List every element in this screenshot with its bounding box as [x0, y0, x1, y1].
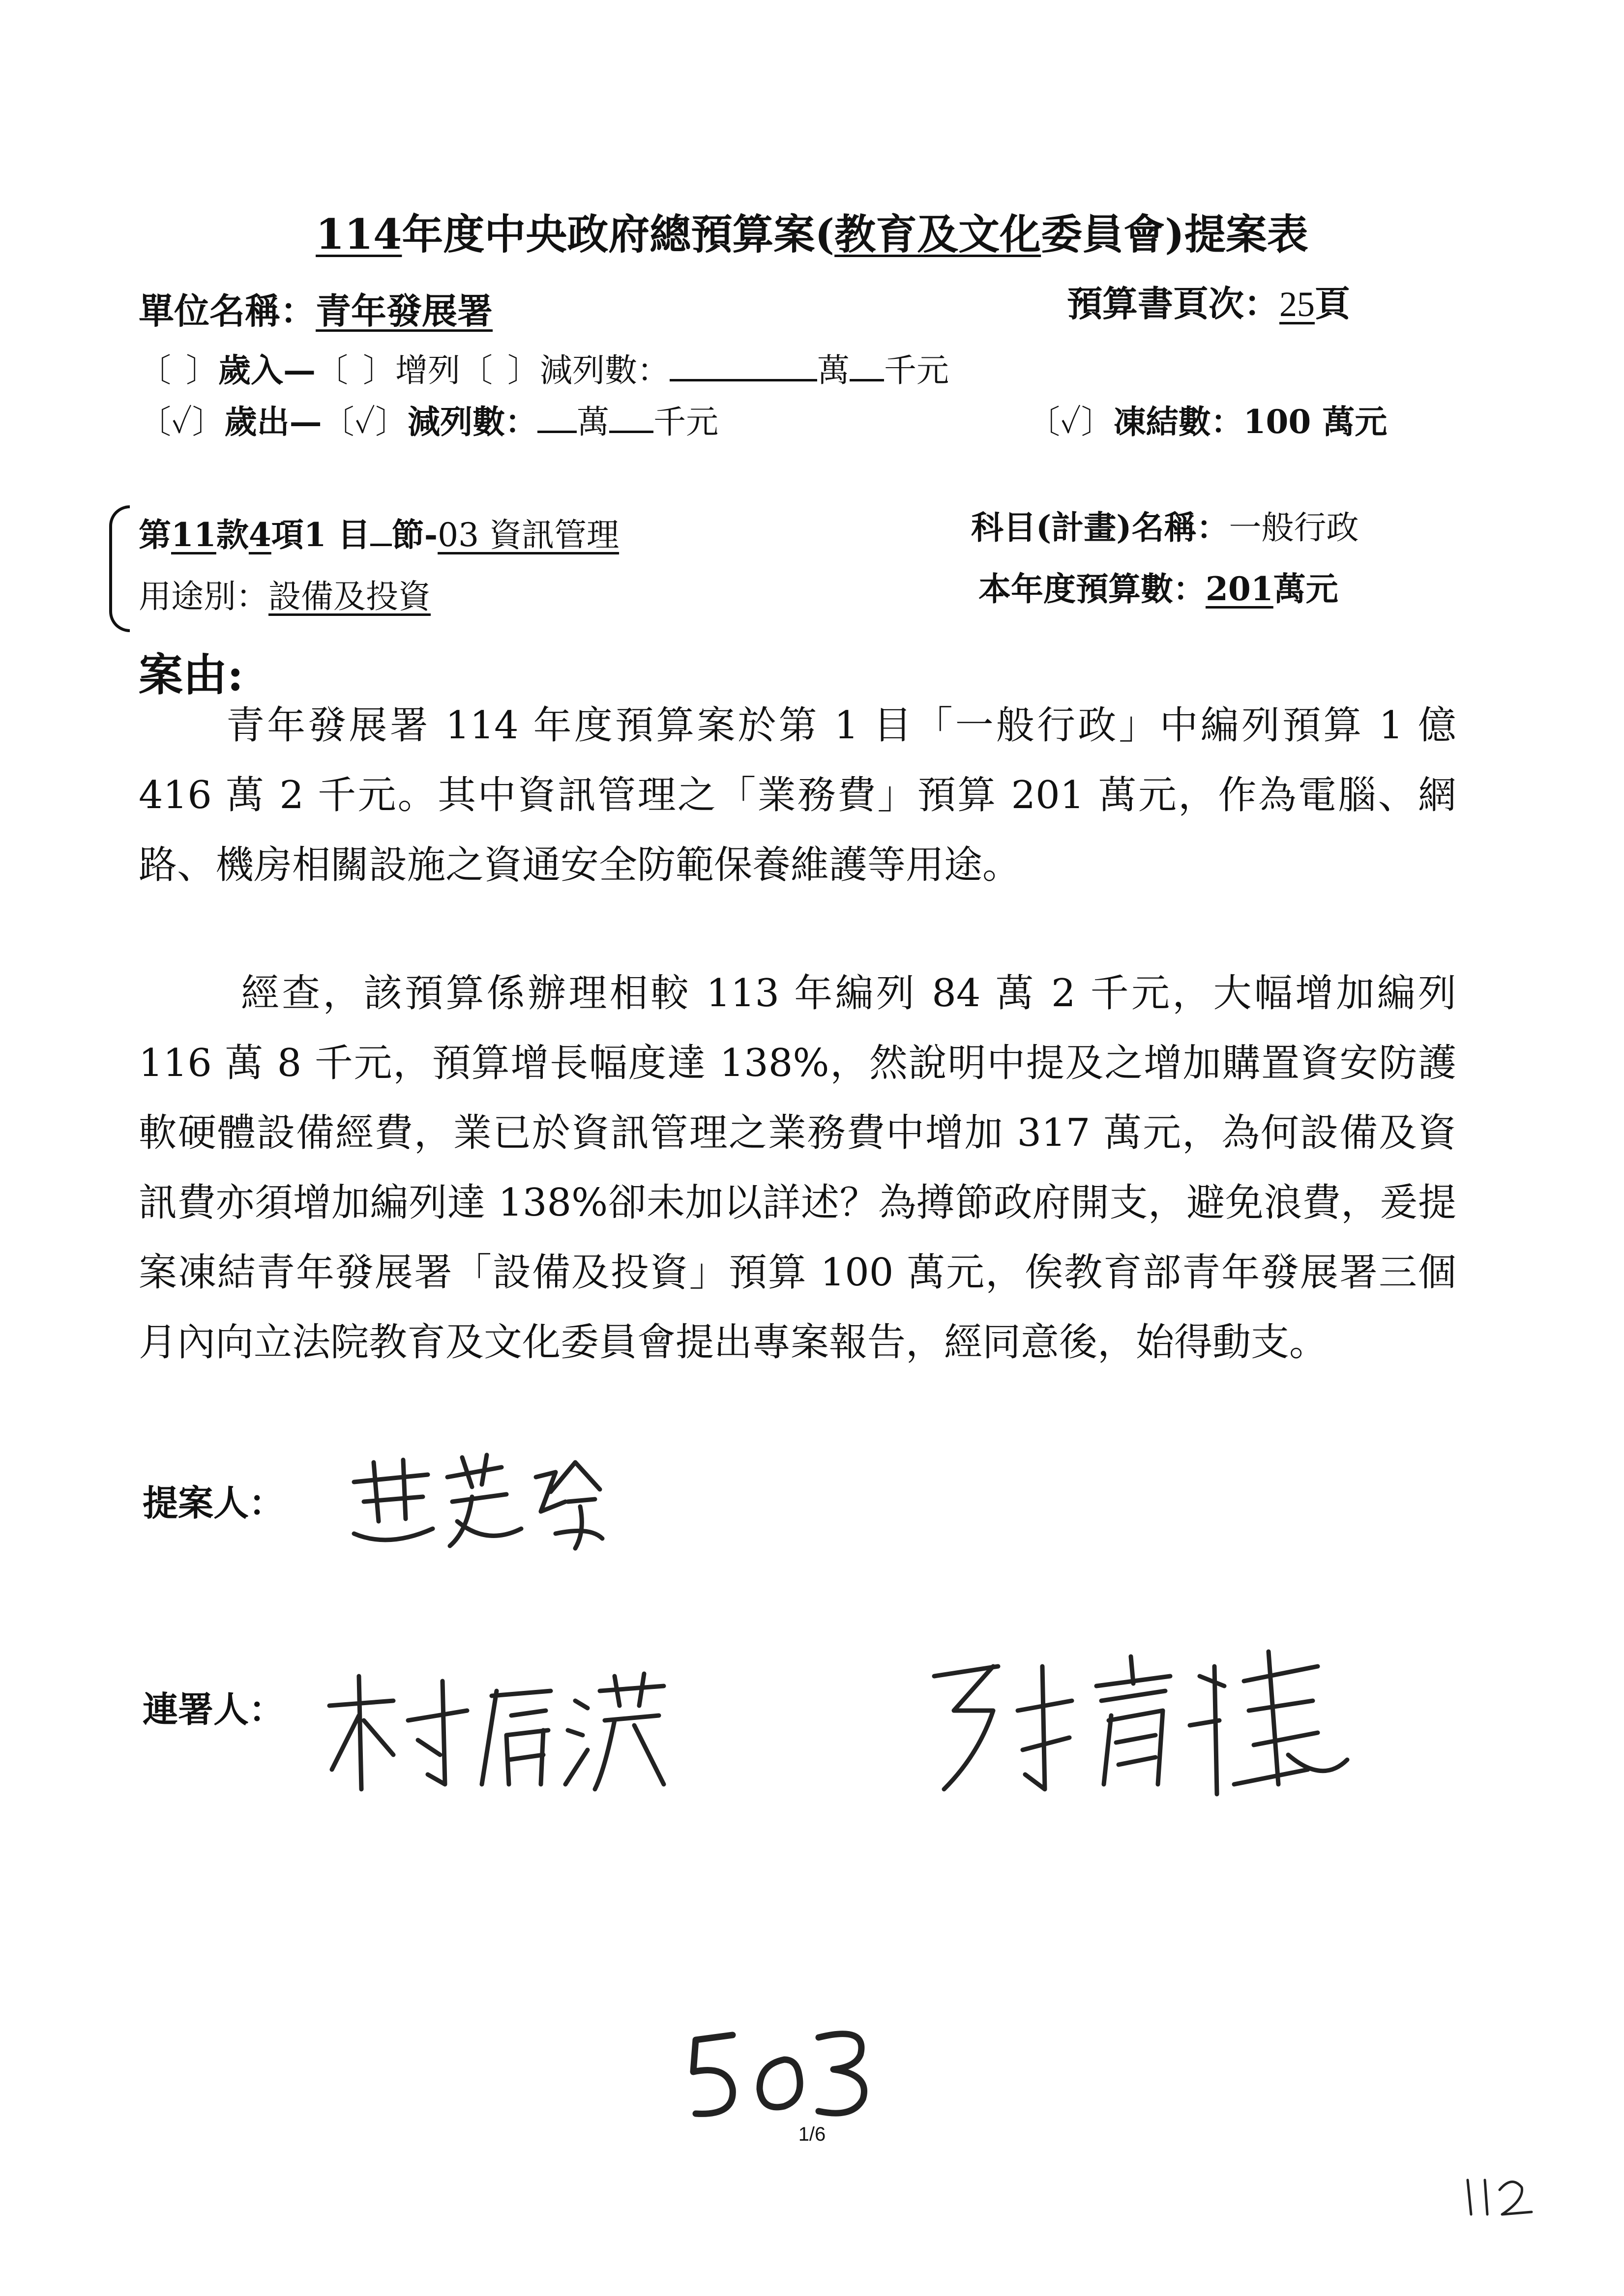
freeze-label: 凍結數：: [1113, 403, 1243, 441]
bracket-open: 〔: [1028, 403, 1060, 441]
annual-budget-suffix: 萬元: [1273, 570, 1338, 608]
reason-paragraph-2: 經查，該預算係辦理相較 113 年編列 84 萬 2 千元，大幅增加編列 116 萬 8 千元，預算增長幅度達 138%，然說明中提及之增加購置資安防護軟硬體設備經費，業已於資訊管理之業務費中增加 317 萬元，為何設備及資訊費亦須增加編列達 138%卻未加以詳述？為撙節政府開支，避免浪費，爰提案凍結青年發展署「設備及投資」預算 100 萬元，俟教育部青年發展署三個月內向立法院教育及文化委員會提出專案報告，經同意後，始得動支。: [139, 971, 1456, 1365]
purpose-row: [139, 570, 431, 617]
proposer-label: 提案人：: [143, 1482, 285, 1524]
bracket-close: 〕: [1081, 403, 1114, 441]
bracket-open: 〔: [460, 351, 493, 389]
reason-paragraph-1: 青年發展署 114 年度預算案於第 1 目「一般行政」中編列預算 1 億 416 萬 2 千元。其中資訊管理之「業務費」預算 201 萬元，作為電腦、網路、機房相關設施之資通安全防範保養維護等用途。: [139, 703, 1456, 887]
annual-budget-row: [978, 563, 1338, 610]
expenditure-label: 歲出—: [224, 403, 322, 441]
unit-name-row: [139, 283, 493, 334]
handwritten-corner-number: [1460, 2173, 1539, 2222]
expenditure-row: [139, 396, 718, 442]
freeze-row: [1028, 396, 1387, 442]
expenditure-qian-blank: [609, 431, 653, 433]
page-indicator: 1/6: [798, 2123, 826, 2145]
jie-blank: [370, 544, 392, 546]
expenditure-unit-wan: 萬: [577, 403, 610, 441]
bracket-close: 〕: [363, 351, 395, 389]
revenue-row: [139, 344, 949, 391]
document-title: [0, 202, 1624, 261]
purpose-label: 用途別：: [139, 578, 268, 615]
expenditure-wan-blank: [537, 431, 577, 433]
cosigner-signature-2: [924, 1637, 1357, 1804]
revenue-increase-label: 增列: [395, 351, 460, 389]
budget-page-row: [1067, 275, 1350, 326]
subject-value: 一般行政: [1229, 509, 1359, 547]
unit-label: 單位名稱：: [139, 290, 316, 332]
unit-value: 青年發展署: [316, 290, 493, 332]
cosigner-label: 連署人：: [143, 1688, 285, 1730]
revenue-wan-blank: [670, 379, 817, 381]
revenue-qian-blank: [850, 379, 884, 381]
check-mark: ✓: [354, 403, 376, 441]
revenue-unit-qian: 千元: [884, 351, 949, 389]
bracket-open: 〔: [139, 351, 171, 389]
check-mark: ✓: [1060, 403, 1081, 441]
reason-heading: 案由:: [139, 649, 244, 701]
proposer-signature: [344, 1448, 610, 1561]
annual-budget-label: 本年度預算數：: [978, 570, 1206, 608]
title-part1: 年度中央政府總預算案(: [402, 210, 835, 259]
bracket-open: 〔: [139, 403, 171, 441]
freeze-value: 100 萬元: [1243, 403, 1388, 441]
revenue-unit-wan: 萬: [817, 351, 850, 389]
jie-label: 節-: [391, 516, 438, 554]
budget-page-label: 預算書頁次：: [1067, 283, 1280, 324]
budget-page-suffix: 頁: [1315, 283, 1351, 324]
subject-label: 科目(計畫)名稱：: [971, 508, 1229, 547]
purpose-value: 設備及投資: [268, 578, 431, 615]
kuan-value: 11: [171, 516, 216, 554]
classification-row: [139, 509, 619, 555]
bracket-open: 〔: [322, 403, 354, 441]
xiang-value: 4: [248, 516, 271, 554]
revenue-label: 歲入—: [218, 351, 316, 389]
bracket-close: 〕: [375, 403, 408, 441]
bracket-close: 〕: [192, 403, 225, 441]
budget-page-value: 25: [1279, 285, 1315, 324]
subject-row: [971, 501, 1358, 548]
cosigner-signature-1: [320, 1661, 674, 1804]
title-part2: 委員會)提案表: [1041, 210, 1308, 259]
revenue-decrease-label: 減列數：: [540, 351, 670, 389]
mu-label: 1 目: [303, 516, 370, 554]
handwritten-page-number: [686, 2015, 878, 2123]
jie-value: 03 資訊管理: [438, 516, 620, 554]
handwritten-page-number-text: 503: [686, 2015, 687, 2016]
bracket-close: 〕: [186, 351, 218, 389]
expenditure-unit-qian: 千元: [653, 403, 719, 441]
check-mark: ✓: [171, 403, 192, 441]
expenditure-decrease-label: 減列數：: [408, 403, 538, 441]
title-year: 114: [316, 210, 402, 259]
kuan-prefix: 第: [139, 516, 171, 554]
bracket-open: 〔: [316, 351, 348, 389]
title-committee: 教育及文化: [834, 210, 1041, 259]
bracket-close: 〕: [507, 351, 540, 389]
classification-brace: [109, 505, 130, 632]
annual-budget-value: 201: [1206, 570, 1273, 608]
xiang-label: 項: [271, 516, 304, 554]
kuan-label: 款: [216, 516, 249, 554]
